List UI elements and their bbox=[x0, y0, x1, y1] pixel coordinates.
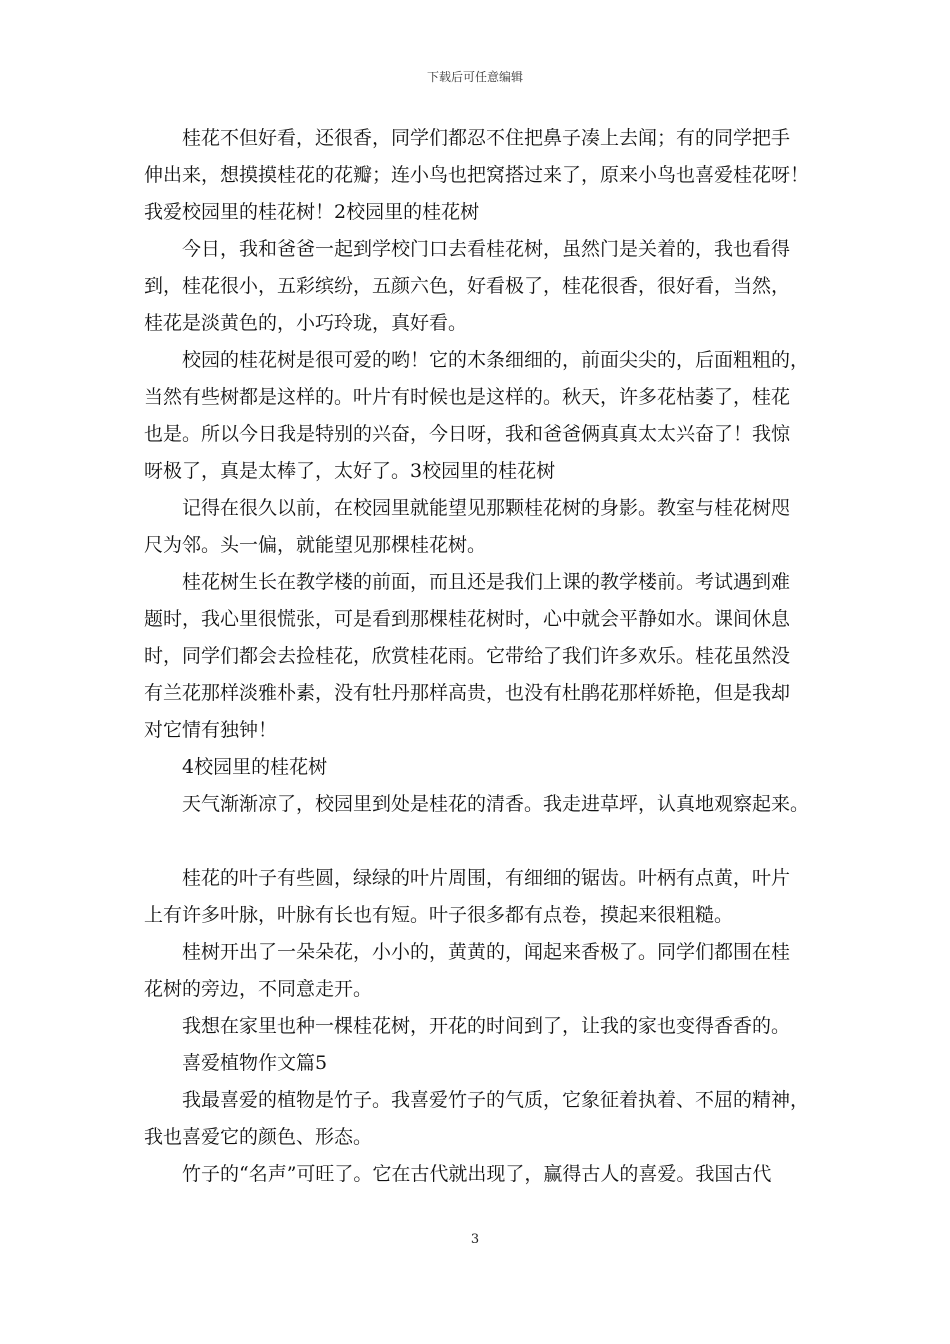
text-line: 我想在家里也种一棵桂花树，开花的时间到了，让我的家也变得香香的。 bbox=[182, 1015, 791, 1037]
text-line: 4校园里的桂花树 bbox=[182, 756, 328, 778]
blank-line bbox=[144, 823, 824, 860]
text-line: 桂花的叶子有些圆，绿绿的叶片周围，有细细的锯齿。叶柄有点黄，叶片 bbox=[182, 867, 791, 889]
text-line: 今日，我和爸爸一起到学校门口去看桂花树，虽然门是关着的，我也看得 bbox=[182, 238, 791, 260]
text-line: 桂树开出了一朵朵花，小小的，黄黄的，闻起来香极了。同学们都围在桂 bbox=[182, 941, 791, 963]
text-line: 有兰花那样淡雅朴素，没有牡丹那样高贵，也没有杜鹃花那样娇艳，但是我却 bbox=[144, 682, 791, 704]
text-line: 尺为邻。头一偏，就能望见那棵桂花树。 bbox=[144, 534, 487, 556]
text-line: 记得在很久以前，在校园里就能望见那颗桂花树的身影。教室与桂花树咫 bbox=[182, 497, 791, 519]
text-line: 题时，我心里很慌张，可是看到那棵桂花树时，心中就会平静如水。课间休息 bbox=[144, 608, 791, 630]
document-body bbox=[144, 120, 824, 1193]
text-line: 呀极了，真是太棒了，太好了。3校园里的桂花树 bbox=[144, 460, 556, 482]
text-line: 桂花树生长在教学楼的前面，而且还是我们上课的教学楼前。考试遇到难 bbox=[182, 571, 791, 593]
text-line: 我也喜爱它的颜色、形态。 bbox=[144, 1126, 373, 1148]
text-line: 时，同学们都会去捡桂花，欣赏桂花雨。它带给了我们许多欢乐。桂花虽然没 bbox=[144, 645, 791, 667]
text-line: 桂花不但好看，还很香，同学们都忍不住把鼻子凑上去闻；有的同学把手 bbox=[182, 127, 791, 149]
text-line: 竹子的“名声”可旺了。它在古代就出现了，赢得古人的喜爱。我国古代 bbox=[182, 1163, 772, 1185]
page-header: 下载后可任意编辑 bbox=[426, 70, 523, 84]
text-line: 花树的旁边，不同意走开。 bbox=[144, 978, 373, 1000]
text-line: 喜爱植物作文篇5 bbox=[182, 1052, 328, 1074]
text-line: 我爱校园里的桂花树！2校园里的桂花树 bbox=[144, 201, 480, 223]
text-line: 校园的桂花树是很可爱的哟！它的木条细细的，前面尖尖的，后面粗粗的， bbox=[182, 349, 810, 371]
text-line: 桂花是淡黄色的，小巧玲珑，真好看。 bbox=[144, 312, 468, 334]
text-line: 对它情有独钟！ bbox=[144, 719, 278, 741]
page-number: 3 bbox=[470, 1232, 480, 1247]
text-line: 也是。所以今日我是特别的兴奋，今日呀，我和爸爸俩真真太太兴奋了！我惊 bbox=[144, 423, 791, 445]
text-line: 到，桂花很小，五彩缤纷，五颜六色，好看极了，桂花很香，很好看，当然， bbox=[144, 275, 791, 297]
text-line: 伸出来，想摸摸桂花的花瓣；连小鸟也把窝搭过来了，原来小鸟也喜爱桂花呀！ bbox=[144, 164, 810, 186]
text-line: 天气渐渐凉了，校园里到处是桂花的清香。我走进草坪，认真地观察起来。 bbox=[182, 793, 810, 815]
text-line: 我最喜爱的植物是竹子。我喜爱竹子的气质，它象征着执着、不屈的精神， bbox=[182, 1089, 810, 1111]
text-line: 当然有些树都是这样的。叶片有时候也是这样的。秋天，许多花枯萎了，桂花 bbox=[144, 386, 791, 408]
text-line: 上有许多叶脉，叶脉有长也有短。叶子很多都有点卷，摸起来很粗糙。 bbox=[144, 904, 734, 926]
